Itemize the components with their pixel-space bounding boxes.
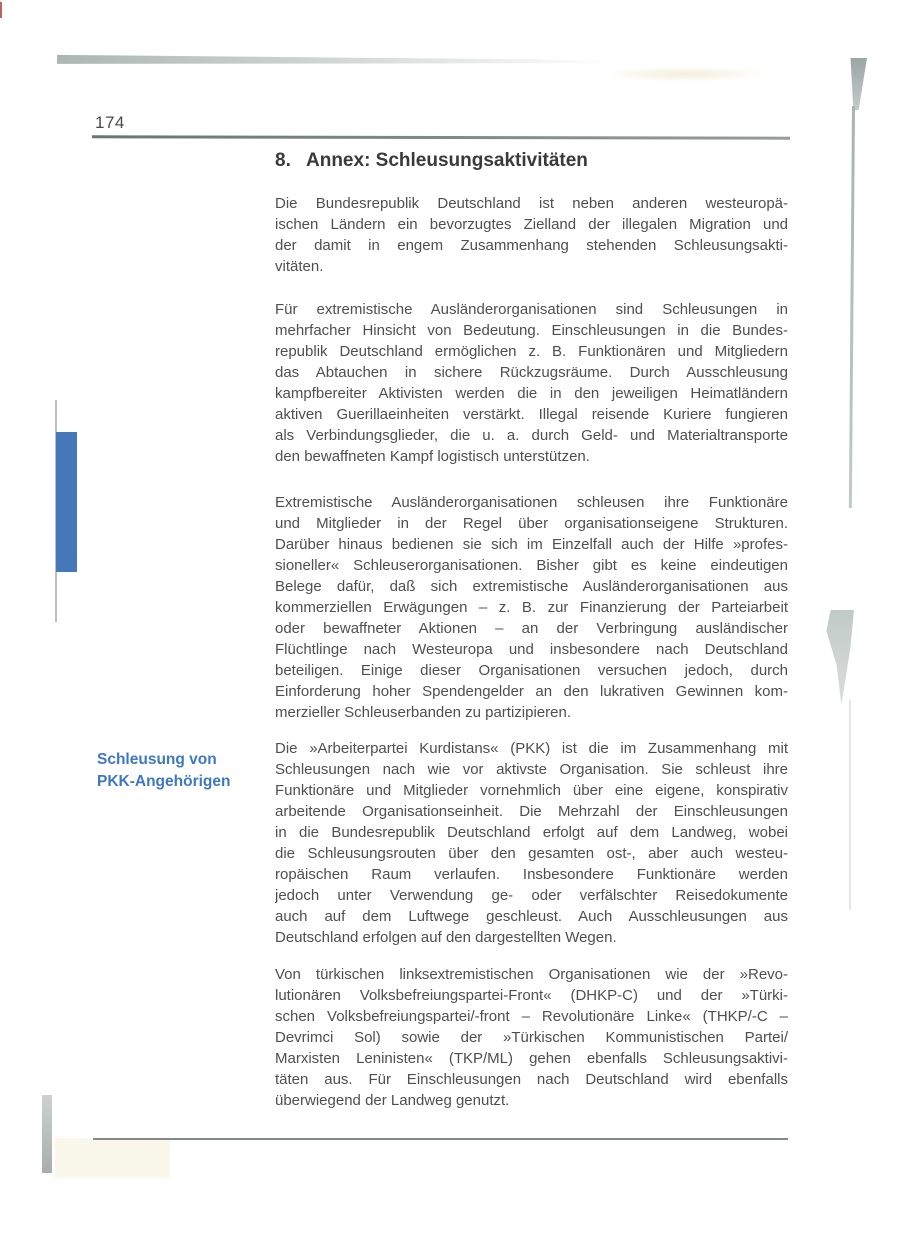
text-line: Marxisten Leninisten« (TKP/ML) gehen ebenfalls Schleusungsaktivi- [275,1050,788,1067]
paragraph [275,492,788,723]
text-line: Devrimci Sol) sowie der »Türkischen Kommunistischen Partei/ [275,1029,788,1046]
text-line: in die Bundesrepublik Deutschland erfolgt auf dem Landweg, wobei [275,824,788,841]
text-line: jedoch unter Verwendung ge- oder verfälschter Reisedokumente [275,887,788,904]
text-line: als Verbindungsglieder, die u. a. durch Geld- und Materialtransporte [275,427,788,444]
text-line: der damit in engem Zusammenhang stehenden Schleusungsakti- [275,237,788,254]
text-line: Darüber hinaus bedienen sie sich im Einzelfall auch der Hilfe »profes- [275,536,788,553]
text-line: mehrfacher Hinsicht von Bedeutung. Einschleusungen in die Bundes- [275,322,788,339]
text-line: ischen Ländern ein bevorzugtes Zielland der illegalen Migration und [275,216,788,233]
text-line: kommerziellen Erwägungen – z. B. zur Finanzierung der Parteiarbeit [275,599,788,616]
header-rule [92,135,790,139]
text-line: täten aus. Für Einschleusungen nach Deutschland wird ebenfalls [275,1071,788,1088]
text-line: Belege dafür, daß sich extremistische Ausländerorganisationen aus [275,578,788,595]
paragraph [275,299,788,467]
text-line: Die Bundesrepublik Deutschland ist neben anderen westeuropä- [275,195,788,212]
text-line: auch auf dem Luftwege geschleust. Auch Ausschleusungen aus [275,908,788,925]
margin-note-line: Schleusung von [97,751,217,768]
text-line: Schleusungen nach wie vor aktivste Organisation. Sie schleust ihre [275,761,788,778]
text-line: überwiegend der Landweg genutzt. [275,1092,510,1109]
scan-artifact-bottom-left-bar [42,1095,52,1173]
text-line: den bewaffneten Kampf logistisch unterstützen. [275,448,590,465]
text-line: arbeitende Organisationseinheit. Die Mehrzahl der Einschleusungen [275,803,788,820]
section-heading [275,150,795,172]
text-line: aktiven Guerillaeinheiten verstärkt. Illegal reisende Kuriere fungieren [275,406,788,423]
text-line: merzieller Schleuserbanden zu partizipieren. [275,704,571,721]
text-line: Einforderung hoher Spendengelder an den lukrativen Gewinnen kom- [275,683,788,700]
text-line: Für extremistische Ausländerorganisationen sind Schleusungen in [275,301,788,318]
scan-artifact-top-streak [57,54,615,66]
body-text-column [275,193,788,1111]
margin-note-line: PKK-Angehörigen [97,772,231,790]
margin-note [97,749,269,792]
text-line: Funktionäre und Mitglieder vornehmlich über eine eigene, konspirativ [275,782,788,799]
text-line: sioneller« Schleuserorganisationen. Bisher gibt es keine eindeutigen [275,557,788,574]
scan-artifact-red-fleck [0,2,2,18]
paragraph [275,964,788,1111]
scan-artifact-torn-edge [824,610,854,705]
text-line: republik Deutschland ermöglichen z. B. Funktionären und Mitgliedern [275,343,788,360]
text-line: das Abtauchen in sichere Rückzugsräume. Durch Ausschleusung [275,364,788,381]
footer-rule [93,1138,788,1140]
section-heading-number: 8. [275,150,291,171]
scan-artifact-left-edge-line [55,400,57,622]
text-line: die Schleusungsrouten über den gesamten ost-, aber auch westeu- [275,845,788,862]
scan-artifact-page-edge-line [849,106,855,508]
scan-artifact-page-edge-top [845,58,867,110]
paragraph [275,738,788,948]
margin-blue-bar [56,432,77,572]
scan-artifact-smudge [600,66,770,82]
text-line: oder bewaffneter Aktionen – an der Verbringung ausländischer [275,620,788,637]
text-line: kampfbereiter Aktivisten werden die in den jeweiligen Heimatländern [275,385,788,402]
text-line: Deutschland erfolgen auf den dargestellten Wegen. [275,929,617,946]
text-line: vitäten. [275,258,324,275]
page-number: 174 [95,113,125,132]
paragraph [275,193,788,277]
scan-artifact-edge-tail [849,700,851,910]
scan-artifact-cream-tint [55,1138,170,1178]
text-line: Die »Arbeiterpartei Kurdistans« (PKK) ist die im Zusammenhang mit [275,740,788,757]
text-line: und Mitglieder in der Regel über organisationseigene Strukturen. [275,515,788,532]
text-line: schen Volksbefreiungspartei/-front – Revolutionäre Linke« (THKP/-C – [275,1008,788,1025]
text-line: Flüchtlinge nach Westeuropa und insbesondere nach Deutschland [275,641,788,658]
text-line: ropäischen Raum verlaufen. Insbesondere Funktionäre werden [275,866,788,883]
section-heading-title: Annex: Schleusungsaktivitäten [306,150,588,171]
text-line: beteiligen. Einige dieser Organisationen versuchen jedoch, durch [275,662,788,679]
text-line: Von türkischen linksextremistischen Organisationen wie der »Revo- [275,966,788,983]
text-line: lutionären Volksbefreiungspartei-Front« (DHKP-C) und der »Türki- [275,987,788,1004]
text-line: Extremistische Ausländerorganisationen schleusen ihre Funktionäre [275,494,788,511]
